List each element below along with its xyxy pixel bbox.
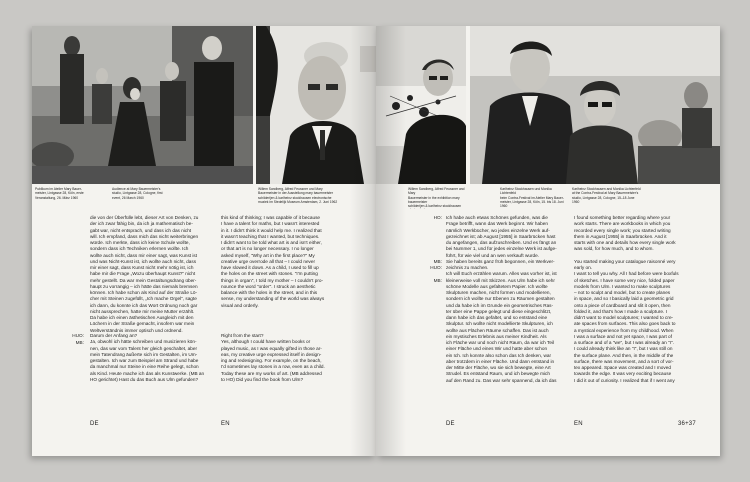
left-page	[32, 26, 376, 456]
gutter-shadow-right	[376, 26, 406, 456]
folio-language-en-left: EN	[221, 421, 230, 427]
photo-stockhausen-image	[470, 26, 720, 184]
speaker-label-mb: MB:	[75, 339, 84, 345]
speaker-label-huo: HUO:	[72, 333, 84, 338]
interview-text-de-part1: die von der Überfülle lebt, dieser Art von Denken, zu der ich zwar fähig bin, da ich ja mathematisch be- gabt war, nicht entsprach, und dass ich das nicht will. Ich empfand, dass mich das nicht weiterbringen würde. Ich merkte, dass ich keine Schule wollte, sondern dass ich Techniken erlernen wollte. Ich wollte auch nicht, dass mir einer sagt, was Kunst ist und was Nicht-Kunst ist, ich wollte auch nicht, dass mir einer sagt, dass Kunst nicht mehr nötig ist, ich habe mir die Frage „Wozu überhaupt Kunst?“ nicht mehr gestellt. Da war mein Gestaltungsdrang über- haupt zu vorrangig – ich hätte das niemals bremsen können. Ich habe schon als Kind auf der Straße Lö- cher mit Steinen zugefüllt, „Ich mache Orgel“, sagte ich dann, du konnte ich das Wort Ordnung noch gar nicht aussprechen, hatte mir meine Mutter erzählt. Da habe ich einen ästhetischen Ausgleich mit den Löchern in der Straße gemacht, insofern war mein Weltverständnis immer optisch und ordnend.	[90, 215, 199, 333]
speaker-label-mb-2: MB:	[433, 277, 442, 283]
photo-stockhausen	[470, 26, 720, 184]
folio-language-en-right: EN	[574, 421, 583, 427]
speaker-label-huo: HUO:	[430, 265, 442, 270]
caption-photo-stockhausen-de: Karlheinz Stockhausen und Monika Lichtenfeld beim Contra-Festival im Atelier Mary Bauer- meister, Lintgasse 28, Köln, 15. bis 18. Juni 1960	[500, 187, 564, 209]
interview-text-en-part1: this kind of thinking; I was capable of it because I have a talent for maths, but I wasn't interested in it. I didn't think it would help me. I realized that it wasn't teaching that I wanted, but techniques. I didn't want to be told what art is and isn't either, or that art is no longer necessary. I no longer asked myself, "Why art in the first place?" My creative urge overrode all that – I could never have slowed it down. As a child, I used to fill up the holes on the street with stones. "I'm putting things in organ", I told my mother – I couldn't pro- nounce the word "order". I struck an aesthetic balance with the holes in the street, and in this sense, my understanding of the world was always visual and orderly.	[221, 215, 325, 308]
caption-photo-audience-en: Audience at Mary Bauermeister's studio, Lintgasse 28, Cologne, first event, 26 March 1960	[112, 187, 163, 200]
caption-photo-audience-de: Publikum im Atelier Mary Bauer- meister, Lintgasse 28, Köln, erste Veranstaltung, 26. März 1960	[35, 187, 84, 200]
caption-photo-stockhausen-en: Karlheinz Stockhausen and Monika Lichtenfeld at the Contra-Festival at Mary Bauermeister's studio, Lintgasse 28, Cologne, 15–18 June 1960	[572, 187, 641, 204]
page-numbers: 36+37	[678, 421, 696, 427]
photo-audience-studio	[32, 26, 253, 184]
gutter-shadow-left	[350, 26, 376, 456]
folio-language-de-left: DE	[90, 421, 99, 427]
photo-audience-image	[32, 26, 253, 184]
speaker-label-ho: HO:	[433, 215, 442, 220]
caption-photo-exhibition-en: Willem Sandberg, Alfred Feussner and Mary Bauermeister in the exhibition mary bauermeister schilderijen & karlheinz stockhausen	[408, 187, 465, 209]
caption-photo-sandberg-de: Willem Sandberg, Alfred Feussner und Mary Bauermeister in der Ausstellung mary bauermeister schilderijen & karlheinz stockhausen electronische muziek im Stedelijk Museum Amsterdam, 2. Juni 1962	[258, 187, 338, 204]
folio-language-de-right: DE	[446, 421, 455, 427]
book-spread	[32, 26, 720, 456]
interview-text-en: I found something better regarding where your work starts. There are workbooks in which you recorded every single work; you started writing them in August [1955] in Saarbrücken. And it starts with one and details how every single work was sold, for how much, and to whom. You started making your catalogue raisonné very early on. I want to tell you why. All I had before were boxfuls of sketches. I have some very nice, folded paper models from Ulm. I wanted to make sculptures – not to sculpt and model, but to create planes in space, and so I basically laid a geometric grid onto a piece of cardboard and slit it open, then folded it, and that's how I made a sculpture. I didn't want to model sculptures; I wanted to cre- ate spaces from surfaces. This also goes back to a mystical experience from my childhood. When I was a surface and not yet space, I was part of a surface and of a "we", but I was already an "I". I could already think like an "I", but I was still on the surface plane. And then, in the middle of the surface, there was movement, and a sort of vor- tex appeared. Space was created and I moved towards the edge. It was very exciting because I did it out of curiosity. I realized that if I went any	[574, 215, 679, 383]
interview-text-de-part2: Darum der Anfang an? Ja, obwohl ich hätte schreiben und musizieren kön- nen, das war vom Talent her gleich geschaltet, aber mein Tatendrang äußerte sich im Gestalten, im Um- gestalten. Ich war zum Beispiel am Strand und habe da manchmal nur Steine in eine Reihe gelegt, schon als Kind. Heute mache ich das als Kunstwerke. (MB an HO gerichtet) Hast du das Buch aus Ulm gefunden?	[90, 333, 205, 382]
speaker-label-mb-1: MB:	[433, 259, 442, 264]
interview-text-en-part2: Right from the start? Yes, although I could have written books or played music, as I was equally gifted in those ar- eas, my creative urge expressed itself in design- ing and redesigning. For example, on the beach, I'd sometimes lay stones in a row, even as a child. Today these are my works of art. (MB addressed to HO) Did you find the book from Ulm?	[221, 333, 325, 382]
interview-text-de: Ich habe auch etwas Schönes gefunden, was die Frage betrifft, wann das Werk beginnt. Wir haben nämlich Werkbücher, wo jedes einzelne Werk auf- gezeichnet ist; ab August [1955] in Saarbrücken hast du angefangen, das aufzuschreiben. Und es fängt an bei Nummer 1, und für jedes einzelne Werk ist aufge- führt, für wie viel und an wen verkauft wurde. Sie haben bereits ganz früh begonnen, ein Werkver- zeichnis zu machen. Ich will Euch erzählen warum. Alles was vorher ist, ist kleinerweise voll mit Skizzen. Aus Ulm habe ich sehr schöne Modelle aus gefaltetem Papier. Ich wollte Skulpturen machen, nicht formen und modellieren, sondern ich wollte nur Ebenen zu Räumen gestalten und da habe ich im Grunde ein geometrisches Ras- ter über eine Pappe gelegt und diese eingeschlitzt, dann habe ich das gefaltet, und so entstand eine Skulptur. Ich wollte nicht modellierte Skulpturen, ich wollte aus Flächen Räume schaffen. Das ist auch ein mystisches Erlebnis aus meiner Kindheit. Als ich Fläche war und noch nicht Raum, da war ich Teil einer Fläche und eines Wir und hatte aber schon ein Ich. Ich konnte also schon das Ich denken, war aber trotzdem in einer Fläche. Und dann entstand in der Mitte der Fläche, wo sie sich bewegte, eine Art Strudel. Es entstand Raum, und ich bewegte mich auf den Rand zu. Das war sehr spannend, da ich das	[446, 215, 557, 383]
right-page	[376, 26, 720, 456]
